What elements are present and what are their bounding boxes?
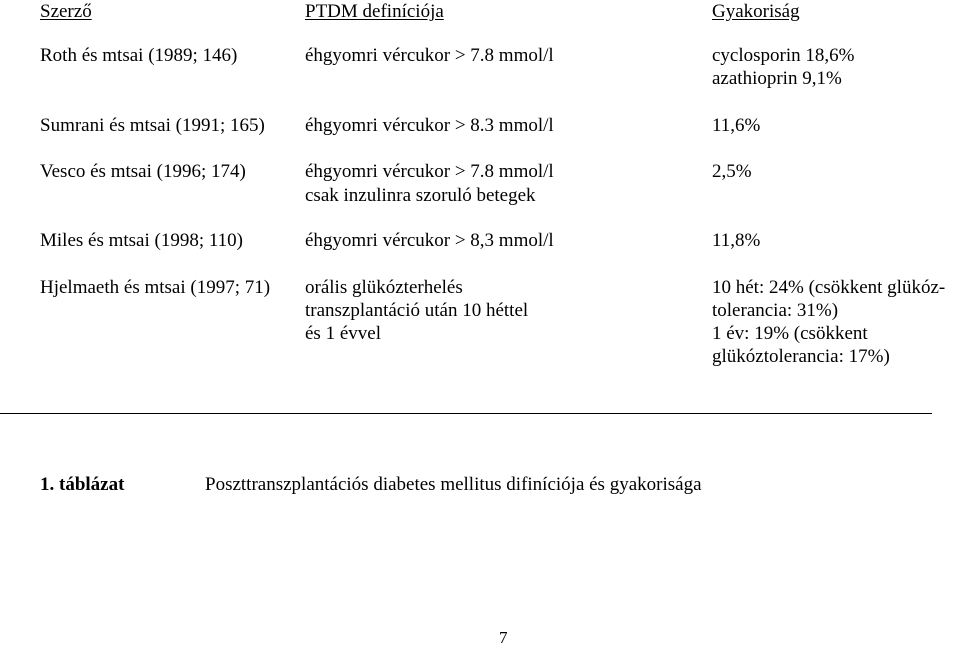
table-bottom-rule: [0, 413, 932, 414]
row-5-definition-line-3: és 1 évvel: [305, 323, 381, 344]
row-3-author: Vesco és mtsai (1996; 174): [40, 161, 246, 182]
header-definition: PTDM definíciója: [305, 1, 444, 22]
row-1-frequency-line-2: azathioprin 9,1%: [712, 68, 842, 89]
row-4-frequency-line-1: 11,8%: [712, 230, 761, 251]
row-3-definition-line-1: éhgyomri vércukor > 7.8 mmol/l: [305, 161, 554, 182]
row-5-frequency-line-4: glükóztolerancia: 17%): [712, 346, 890, 367]
row-5-definition-line-2: transzplantáció után 10 héttel: [305, 300, 529, 321]
caption-text: Poszttranszplantációs diabetes mellitus difiníciója és gyakorisága: [205, 474, 702, 495]
row-1-author: Roth és mtsai (1989; 146): [40, 45, 238, 66]
row-2-author: Sumrani és mtsai (1991; 165): [40, 115, 265, 136]
header-frequency: Gyakoriság: [712, 1, 800, 22]
row-3-frequency-line-1: 2,5%: [712, 161, 752, 182]
row-5-definition-line-1: orális glükózterhelés: [305, 277, 463, 298]
caption-label: 1. táblázat: [40, 474, 125, 495]
row-5-author: Hjelmaeth és mtsai (1997; 71): [40, 277, 271, 298]
page-number: 7: [499, 628, 508, 647]
header-author: Szerző: [40, 1, 92, 22]
row-5-frequency-line-3: 1 év: 19% (csökkent: [712, 323, 868, 344]
row-3-definition-line-2: csak inzulinra szoruló betegek: [305, 185, 536, 206]
row-4-author: Miles és mtsai (1998; 110): [40, 230, 243, 251]
row-2-frequency-line-1: 11,6%: [712, 115, 761, 136]
row-5-frequency-line-2: tolerancia: 31%): [712, 300, 839, 321]
row-1-definition-line-1: éhgyomri vércukor > 7.8 mmol/l: [305, 45, 554, 66]
row-2-definition-line-1: éhgyomri vércukor > 8.3 mmol/l: [305, 115, 554, 136]
row-1-frequency-line-1: cyclosporin 18,6%: [712, 45, 855, 66]
row-4-definition-line-1: éhgyomri vércukor > 8,3 mmol/l: [305, 230, 554, 251]
row-5-frequency-line-1: 10 hét: 24% (csökkent glükóz-: [712, 277, 946, 298]
